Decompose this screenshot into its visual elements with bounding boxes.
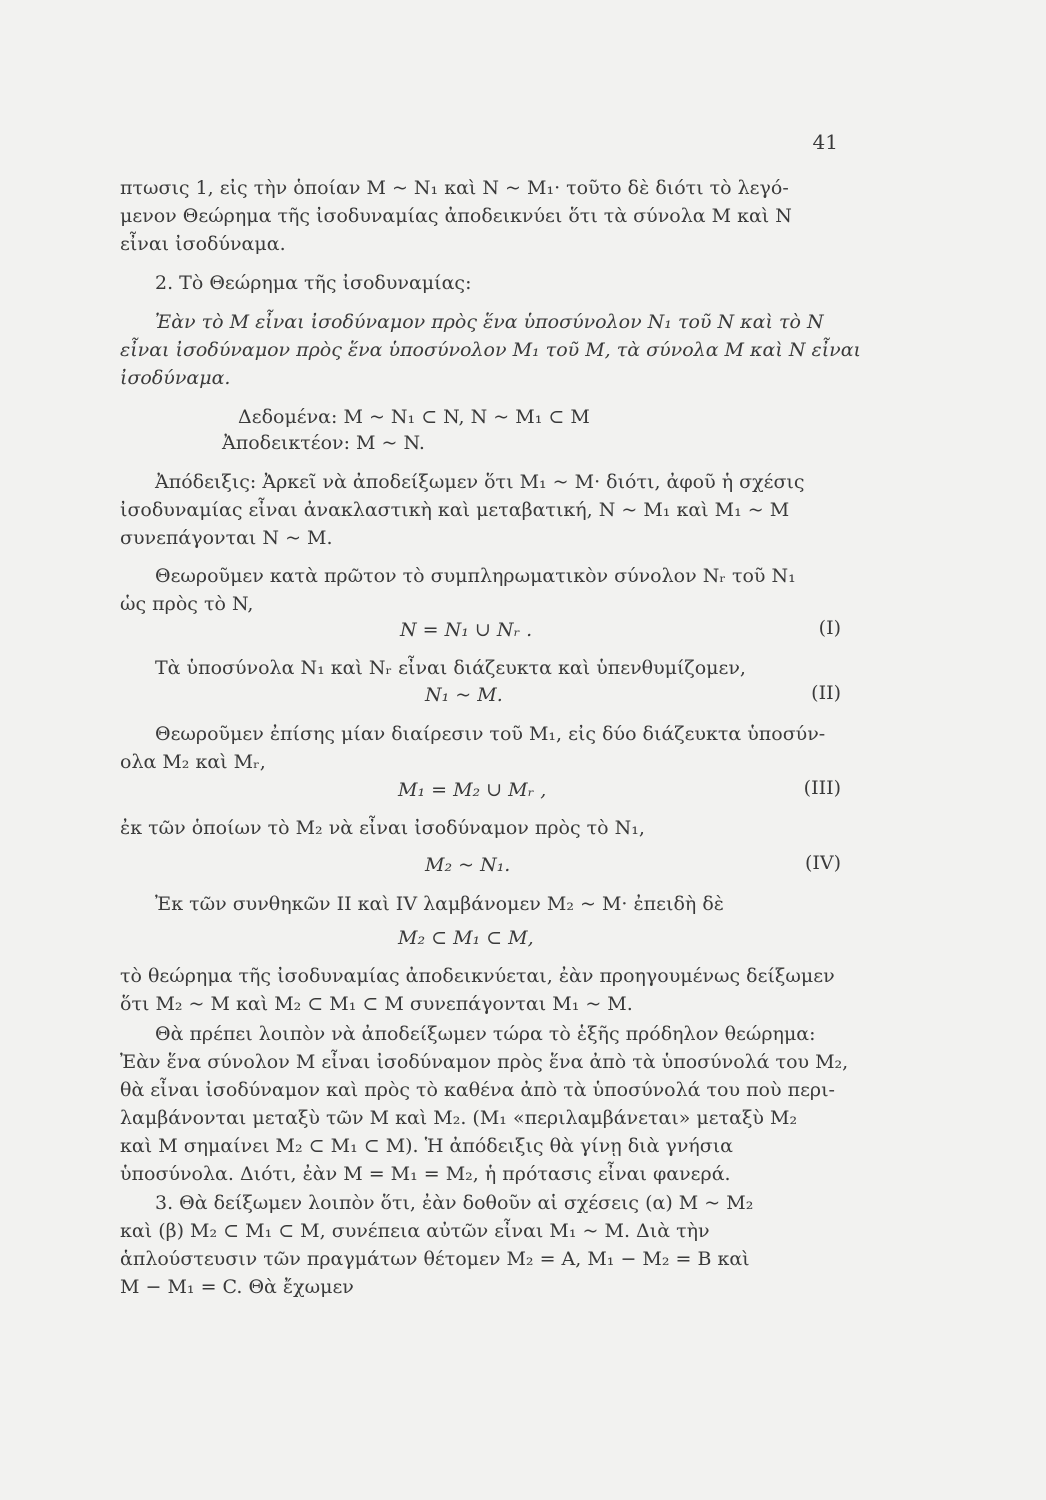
text-line: ὑποσύνολα. Διότι, ἐὰν M = M₁ = M₂, ἡ πρότασις εἶναι φανερά. bbox=[120, 1163, 731, 1185]
text-line: ολα M₂ καὶ Mᵣ, bbox=[120, 751, 266, 773]
text-line: καὶ M σημαίνει M₂ ⊂ M₁ ⊂ M). Ἡ ἀπόδειξις θὰ γίνῃ διὰ γνήσια bbox=[120, 1135, 734, 1157]
text-line: ἁπλούστευσιν τῶν πραγμάτων θέτομεν M₂ = A, M₁ − M₂ = B καὶ bbox=[120, 1248, 750, 1270]
theorem-line: εἶναι ἰσοδύναμον πρὸς ἕνα ὑποσύνολον M₁ τοῦ M, τὰ σύνολα M καὶ N εἶναι bbox=[120, 339, 861, 361]
text-line: συνεπάγονται N ~ M. bbox=[120, 527, 333, 549]
section-heading: 2. Τὸ Θεώρημα τῆς ἰσοδυναμίας: bbox=[155, 272, 472, 294]
text-line: Ἀπόδειξις: Ἀρκεῖ νὰ ἀποδείξωμεν ὅτι M₁ ~ M· διότι, ἀφοῦ ἡ σχέσις bbox=[155, 471, 805, 493]
text-line: ἰσοδυναμίας εἶναι ἀνακλαστικὴ καὶ μεταβατική, N ~ M₁ καὶ M₁ ~ M bbox=[120, 499, 790, 521]
text-line: θὰ εἶναι ἰσοδύναμον καὶ πρὸς τὸ καθένα ἀπὸ τὰ ὑποσύνολά του ποὺ περι- bbox=[120, 1079, 835, 1101]
text-line: Ἐκ τῶν συνθηκῶν II καὶ IV λαμβάνομεν M₂ ~ M· ἐπειδὴ δὲ bbox=[155, 893, 724, 915]
text-line: M − M₁ = C. Θὰ ἔχωμεν bbox=[120, 1276, 354, 1298]
to-prove-line: Ἀποδεικτέον: M ~ N. bbox=[222, 432, 425, 454]
text-line: Θεωροῦμεν κατὰ πρῶτον τὸ συμπληρωματικὸν σύνολον Nᵣ τοῦ N₁ bbox=[155, 565, 796, 587]
equation: M₁ = M₂ ∪ Mᵣ , bbox=[398, 779, 547, 801]
text-line: ὅτι M₂ ~ M καὶ M₂ ⊂ M₁ ⊂ M συνεπάγονται M₁ ~ M. bbox=[120, 993, 633, 1015]
text-line: καὶ (β) M₂ ⊂ M₁ ⊂ M, συνέπεια αὐτῶν εἶναι M₁ ~ M. Διὰ τὴν bbox=[120, 1220, 710, 1242]
text-line: μενον Θεώρημα τῆς ἰσοδυναμίας ἀποδεικνύει ὅτι τὰ σύνολα M καὶ N bbox=[120, 205, 792, 227]
text-line: ἐκ τῶν ὁποίων τὸ M₂ νὰ εἶναι ἰσοδύναμον πρὸς τὸ N₁, bbox=[120, 817, 645, 839]
text-line: εἶναι ἰσοδύναμα. bbox=[120, 233, 286, 255]
equation-number: (II) bbox=[811, 682, 841, 704]
page-number: 41 bbox=[812, 130, 838, 154]
equation: M₂ ~ N₁. bbox=[425, 854, 511, 876]
given-line: Δεδομένα: M ~ N₁ ⊂ N, N ~ M₁ ⊂ M bbox=[238, 406, 590, 428]
text-line: 3. Θὰ δείξωμεν λοιπὸν ὅτι, ἐὰν δοθοῦν αἱ σχέσεις (α) M ~ M₂ bbox=[155, 1192, 754, 1214]
text-line: Τὰ ὑποσύνολα N₁ καὶ Nᵣ εἶναι διάζευκτα καὶ ὑπενθυμίζομεν, bbox=[155, 657, 746, 679]
equation: N = N₁ ∪ Nᵣ . bbox=[400, 619, 533, 641]
text-line: τὸ θεώρημα τῆς ἰσοδυναμίας ἀποδεικνύεται, ἐὰν προηγουμένως δείξωμεν bbox=[120, 965, 835, 987]
text-line: ὡς πρὸς τὸ N, bbox=[120, 593, 254, 615]
text-line: πτωσις 1, εἰς τὴν ὁποίαν M ~ N₁ καὶ N ~ M₁· τοῦτο δὲ διότι τὸ λεγό- bbox=[120, 177, 789, 199]
equation-number: (IV) bbox=[804, 852, 841, 874]
text-line: λαμβάνονται μεταξὺ τῶν M καὶ M₂. (M₁ «περιλαμβάνεται» μεταξὺ M₂ bbox=[120, 1107, 798, 1129]
equation: N₁ ~ M. bbox=[425, 684, 503, 706]
theorem-line: Ἐὰν τὸ M εἶναι ἰσοδύναμον πρὸς ἕνα ὑποσύνολον N₁ τοῦ N καὶ τὸ N bbox=[155, 311, 824, 333]
text-line: Θὰ πρέπει λοιπὸν νὰ ἀποδείξωμεν τώρα τὸ ἑξῆς πρόδηλον θεώρημα: bbox=[155, 1023, 816, 1045]
equation-number: (I) bbox=[818, 617, 841, 639]
text-line: Θεωροῦμεν ἐπίσης μίαν διαίρεσιν τοῦ M₁, εἰς δύο διάζευκτα ὑποσύν- bbox=[155, 723, 826, 745]
theorem-line: ἰσοδύναμα. bbox=[120, 367, 231, 389]
equation-number: (III) bbox=[803, 777, 841, 799]
text-line: Ἐὰν ἕνα σύνολον M εἶναι ἰσοδύναμον πρὸς ἕνα ἀπὸ τὰ ὑποσύνολά του M₂, bbox=[120, 1051, 849, 1073]
equation: M₂ ⊂ M₁ ⊂ M, bbox=[398, 927, 534, 949]
